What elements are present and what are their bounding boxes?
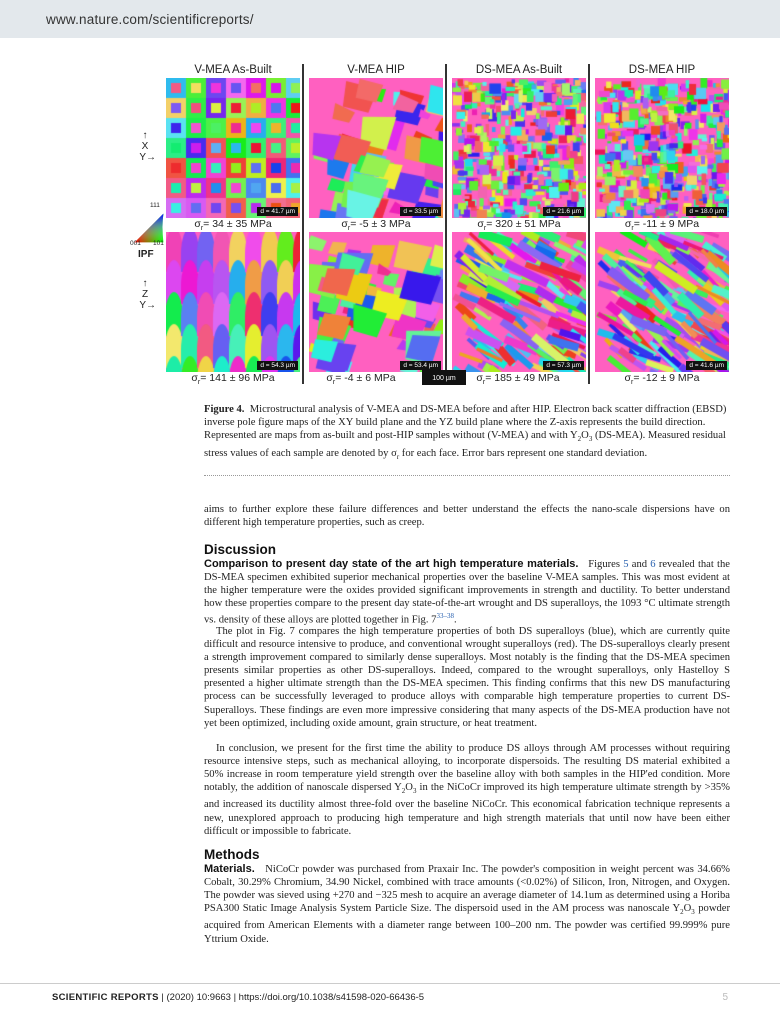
- grain-size-label: d = 53.4 µm: [400, 361, 441, 370]
- discussion-paragraph-3: In conclusion, we present for the first time the ability to produce DS alloys through AM processes without requiring resource intensive steps, such as mechanical alloying, to incorporate dispersoids. The resulting DS material exhibited a 50% increase in room temperature yield strength over the baseline alloy with both samples in the HIP'ed condition. More notably, the addition of nanoscale dispersed $Y_2O_3$ in the NiCoCr improved its high temperature ultimate strength by >35% and increased its ductility almost three-fold over the baseline NiCoCr. This economical fabrication technique represents a new, unexplored approach to producing high temperature and high strength materials that until now have been either difficult or impossible to fabricate.: [204, 743, 730, 837]
- residual-stress-label: $\sigma_r= -5 \pm 3$ MPa: [341, 218, 411, 233]
- grain-size-label: d = 41.6 µm: [686, 361, 727, 370]
- ebsd-map-dsmea-hip-yz: [595, 232, 729, 372]
- residual-stress-label: $\sigma_r= 320 \pm 51$ MPa: [477, 218, 561, 233]
- ebsd-map-vmea-asbuilt-yz: [166, 232, 300, 372]
- column-title-vmea-hip: V-MEA HIP: [347, 64, 405, 76]
- journal-name: SCIENTIFIC REPORTS: [52, 992, 159, 1003]
- figure-5-link[interactable]: 5: [623, 559, 629, 570]
- methods-paragraph-1: Materials. NiCoCr powder was purchased from Praxair Inc. The powder's composition in weight percent was 34.66% Cobalt, 30.29% Chromium, 34.90 Nickel, combined with trace amounts (<0.02%) of Silicon, Iron, Nitrogen, and Oxygen. The powder was sieved using +270 and −325 mesh to acquire an average diameter of 14.1um as determined using a Horiba PSA300 Static Image Analysis System Particle Size. The dispersoid used in the AM process was nanoscale $Y_2O_3$ powder acquired from American Elements with a diameter range between 100–200 nm. The powder was certified 99.999% pure Yttrium Oxide.: [204, 863, 730, 945]
- residual-stress-label: $\sigma_r= -4 \pm 6$ MPa: [326, 372, 396, 387]
- column-title-dsmea-asbuilt: DS-MEA As-Built: [475, 64, 563, 76]
- ipf-label-111: 111: [150, 202, 160, 209]
- ipf-title: IPF: [138, 249, 154, 260]
- grain-size-label: d = 18.0 µm: [686, 207, 727, 216]
- residual-stress-label: $\sigma_r= 34 \pm 35$ MPa: [194, 218, 272, 233]
- residual-stress-label: $\sigma_r= 185 \pm 49$ MPa: [476, 372, 560, 387]
- page-number: 5: [722, 992, 728, 1003]
- ipf-label-001: 001: [130, 240, 141, 247]
- footer-rule: [0, 983, 780, 984]
- axis-z-label: Z: [141, 289, 149, 300]
- axis-y-label: Y: [139, 152, 146, 163]
- doi-link[interactable]: | (2020) 10:9663 | https://doi.org/10.1038/s41598-020-66436-5: [158, 992, 425, 1003]
- methods-subheading: Materials.: [204, 863, 255, 875]
- grain-size-label: d = 41.7 µm: [257, 207, 298, 216]
- figure-4: [128, 60, 728, 390]
- figure-caption: Figure 4. Microstructural analysis of V-MEA and DS-MEA before and after HIP. Electron back scatter diffraction (EBSD) inverse pole figure maps of the XY build plane and the YZ build plane where the Z-axis represents the build direction. Represented are maps from as-built and post-HIP samples without (V-MEA) and with $Y_2O_3$ (DS-MEA). Measured residual stress values of each sample are denoted by $\sigma_r$ for each face. Error bars represent one standard deviation.: [204, 404, 727, 461]
- caption-divider: [204, 475, 730, 476]
- discussion-subheading: Comparison to present day state of the art high temperature materials.: [204, 558, 579, 570]
- figure-label: Figure 4.: [204, 404, 245, 415]
- figure-6-link[interactable]: 6: [650, 559, 656, 570]
- residual-stress-label: $\sigma_r= -11 \pm 9$ MPa: [624, 218, 700, 233]
- footer-citation: [52, 992, 424, 1003]
- ebsd-map-dsmea-asbuilt-xy: [452, 78, 586, 218]
- discussion-paragraph-2: The plot in Fig. 7 compares the high temperature properties of both DS superalloys (blue), which are currently quite difficult and resource intensive to produce, and conventional wrought superalloys (red). The DS-superalloys clearly present a strength improvement compared to similarly dense superalloys. Most notably is the finding that the DS-MEA specimen presents similar properties as other DS-superalloys. Indeed, compared to the wrought superalloys, only Hastelloy S presented a higher ultimate strength than the DS-MEA specimen. This finding confirms that this new DS manufacturing process can be successfully leveraged to produce alloys with comparable high temperature properties to current DS-Superalloys. These findings are even more impressive considering that many aspects of the DS-MEA production have not yet been optimized, including oxide amount, grain structure, or heat treatment.: [204, 626, 730, 729]
- ebsd-map-dsmea-asbuilt-yz: [452, 232, 586, 372]
- ebsd-map-dsmea-hip-xy: [595, 78, 729, 218]
- residual-stress-label: $\sigma_r= -12 \pm 9$ MPa: [624, 372, 700, 387]
- discussion-heading: Discussion: [204, 542, 277, 557]
- grain-size-label: d = 57.3 µm: [543, 361, 584, 370]
- grain-size-label: d = 21.6 µm: [543, 207, 584, 216]
- scale-bar: 100 µm: [422, 370, 466, 385]
- browser-url-bar[interactable]: www.nature.com/scientificreports/: [0, 0, 780, 38]
- grain-size-label: d = 54.3 µm: [257, 361, 298, 370]
- intro-paragraph: aims to further explore these failure differences and better understand the effects the nano-scale dispersions have on different high temperature properties, such as creep.: [204, 504, 730, 529]
- yz-plane-axes: ↑ Z Y→: [134, 278, 156, 311]
- ebsd-map-vmea-hip-xy: [309, 78, 443, 218]
- residual-stress-label: $\sigma_r= 141 \pm 96$ MPa: [191, 372, 275, 387]
- ipf-label-101: 101: [153, 240, 164, 247]
- discussion-paragraph-1: Comparison to present day state of the art high temperature materials. Figures 5 and 6 revealed that the DS-MEA specimen exhibited superior mechanical properties over the baseline V-MEA samples. This was most evident at the higher temperature were the oxides provided significant improvements in strength and ductility. To better understand how these properties compare to the present day state-of-the-art wrought and DS superalloys, the 1093 °C ultimate strength vs. density of these alloys are plotted together in Fig. 7$^{33-38}$.: [204, 558, 731, 626]
- grain-size-label: d = 33.5 µm: [400, 207, 441, 216]
- methods-heading: Methods: [204, 847, 260, 862]
- column-title-dsmea-hip: DS-MEA HIP: [628, 64, 696, 76]
- ebsd-map-vmea-asbuilt-xy: [166, 78, 300, 218]
- reference-link[interactable]: 33–38: [436, 612, 454, 621]
- xy-plane-axes: ↑ X Y→: [134, 130, 156, 163]
- column-title-vmea-asbuilt: V-MEA As-Built: [194, 64, 272, 76]
- axis-y-label: Y: [139, 300, 146, 311]
- axis-x-label: X: [141, 141, 149, 152]
- ebsd-map-vmea-hip-yz: [309, 232, 443, 372]
